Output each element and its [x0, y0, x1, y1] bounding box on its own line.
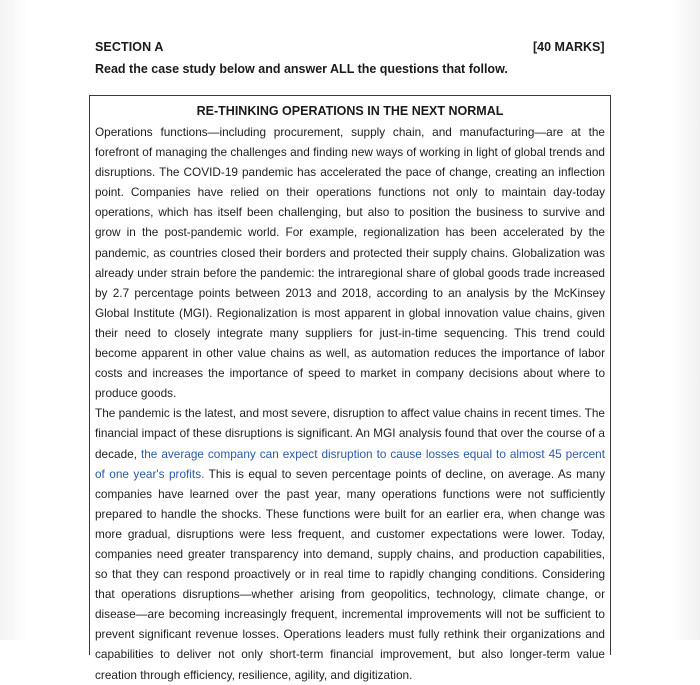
case-study-paragraph-1: Operations functions—including procurement, supply chain, and manufacturing—are at the forefront of managing the challenges and finding new ways of working in light of global trends and disruptions. The COVID-19 pandemic has accelerated the pace of change, creating an inflection point. Companies have relied on their operations functions not only to maintain day-today operations, which has itself been challenging, but also to position the business to survive and grow in the post-pandemic world. For example, regionalization has been accelerated by the pandemic, as countries closed their borders and protected their supply chains. Globalization was already under strain before the pandemic: the intraregional share of global goods trade increased by 2.7 percentage points between 2013 and 2018, according to an analysis by the McKinsey Global Institute (MGI). Regionalization is most apparent in global innovation value chains, given their need to closely integrate many suppliers for just-in-time sequencing. This trend could become apparent in other value chains as well, as automation reduces the importance of labor costs and increases the importance of speed to market in company decisions about where to produce goods. [95, 125, 605, 401]
paragraph-2-end: This is equal to seven percentage points of decline, on average. As many companies have learned over the past year, many operations functions were not sufficiently prepared to handle the shocks. These functions were built for an earlier era, when change was more gradual, disruptions were less frequent, and customer expectations were lower. Today, companies need greater transparency into demand, supply chains, and production capabilities, so that they can respond proactively or in real time to rapidly changing conditions. Considering that operations disruptions—whether arising from geopolitics, technology, climate change, or disease—are becoming increasingly frequent, incremental improvements will not be sufficient to prevent significant revenue losses. Operations leaders must fully rethink their organizations and capabilities to deliver not only short-term financial improvement, but also longer-term value creation through efficiency, resilience, agility, and digitization. [95, 466, 605, 682]
paragraph-2-start: The pandemic is the latest, and most severe, disruption to affect value chains in recent times. The financial impact of these disruptions is significant. An MGI analysis found that over the course of a decade, [95, 406, 605, 461]
case-study-title: RE-THINKING OPERATIONS IN THE NEXT NORMAL [196, 104, 504, 118]
marks-label: [40 MARKS] [533, 40, 605, 54]
case-study-paragraph-2 [95, 403, 605, 684]
highlighted-text: the average company can expect disruption to cause losses equal to almost 45 percent of one year's profits. [95, 446, 605, 481]
section-title: SECTION A [95, 40, 164, 54]
case-study-box [89, 95, 611, 682]
instruction-text: Read the case study below and answer ALL the questions that follow. [95, 62, 508, 76]
